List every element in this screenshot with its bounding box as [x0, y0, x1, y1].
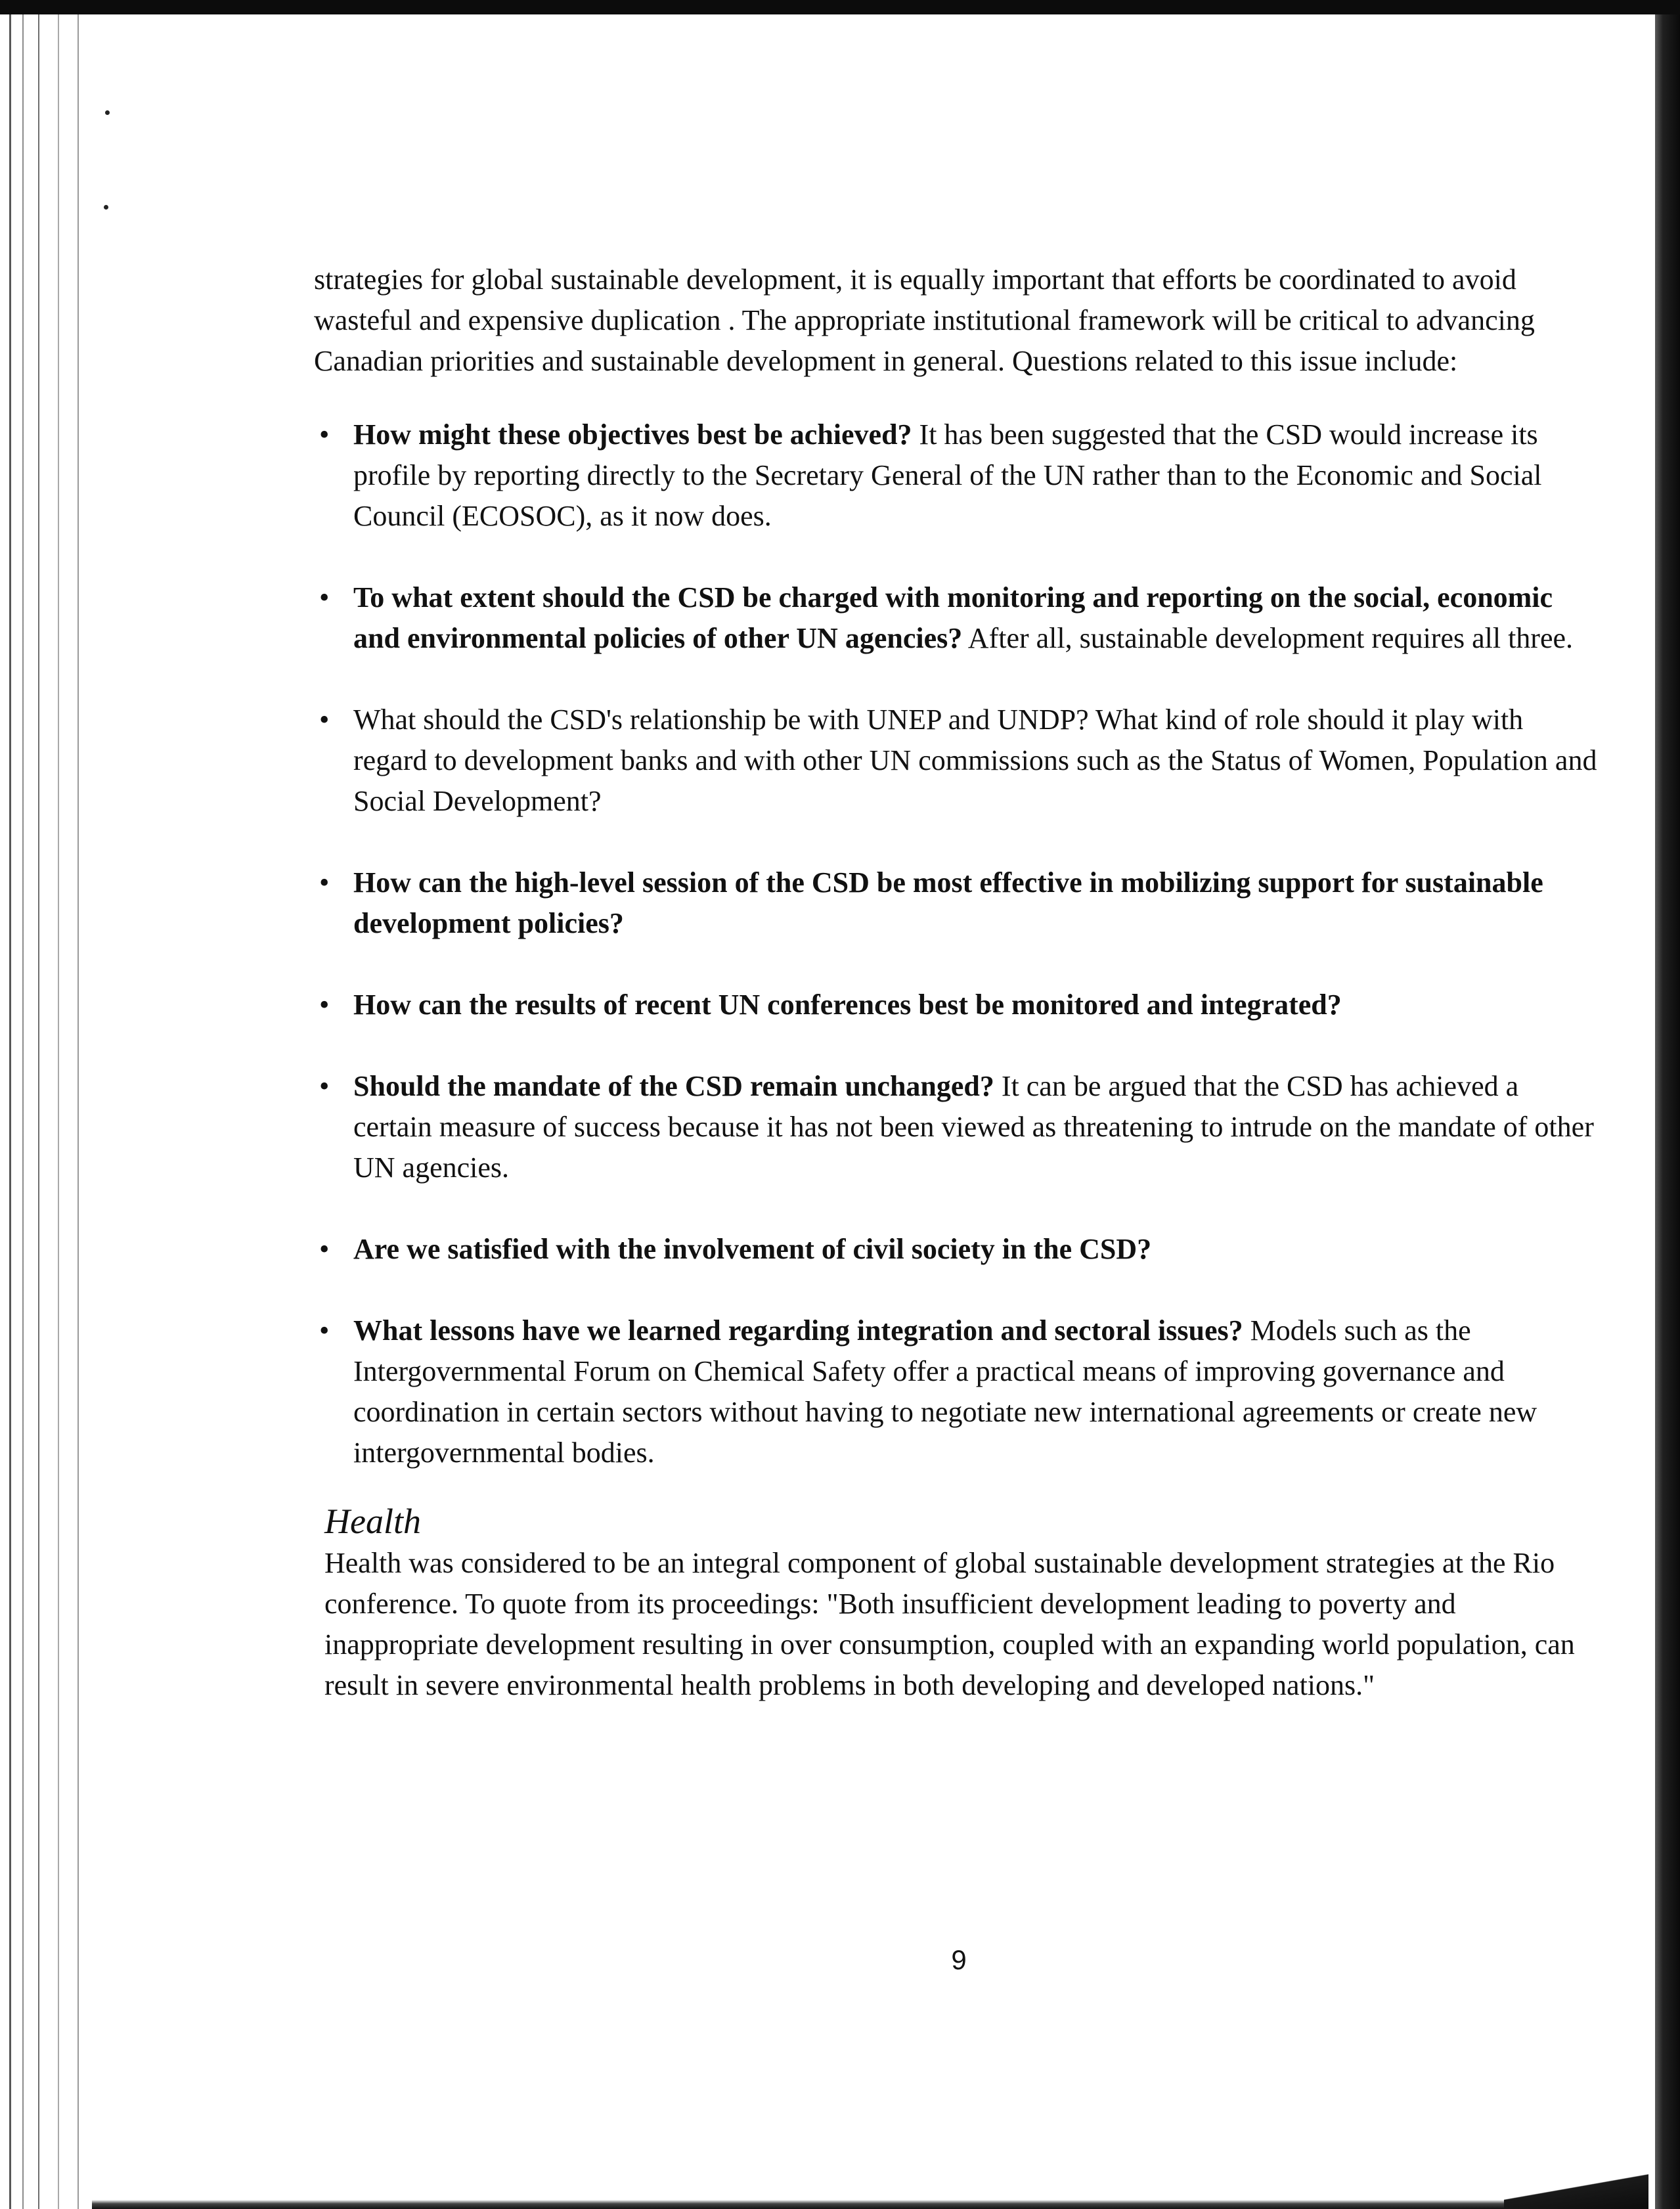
- bullet-icon: •: [319, 1070, 330, 1102]
- question-body: It can be argued that the CSD has achieved a certain measure of success because it has not been viewed as threatening to intrude on the mandate of other UN agencies.: [353, 1070, 1594, 1184]
- question-text: What lessons have we learned regarding integration and sectoral issues?: [353, 1314, 1243, 1347]
- page-content: [314, 259, 1601, 1706]
- page-number: 9: [951, 1944, 967, 1975]
- bullet-icon: •: [319, 418, 330, 451]
- question-text: Are we satisfied with the involvement of civil society in the CSD?: [353, 1233, 1152, 1265]
- list-item: [314, 862, 1601, 944]
- question-text: How can the results of recent UN conferences best be monitored and integrated?: [353, 989, 1342, 1021]
- scan-binding-edge: [0, 14, 92, 2209]
- scan-speck: [105, 110, 110, 115]
- question-list: [314, 414, 1601, 1473]
- health-paragraph: Health was considered to be an integral component of global sustainable development strategies at the Rio conference. To quote from its proceedings: "Both insufficient development leading to poverty and inappropriate development resulting in over consumption, coupled with an expanding world population, can result in severe environmental health problems in both developing and developed nations.": [324, 1547, 1575, 1701]
- bullet-icon: •: [319, 1233, 330, 1265]
- bullet-icon: •: [319, 703, 330, 736]
- list-item: [314, 700, 1601, 822]
- bullet-icon: •: [319, 1314, 330, 1347]
- scan-right-border: [1648, 14, 1680, 2209]
- question-text: Should the mandate of the CSD remain unchanged?: [353, 1070, 994, 1102]
- list-item: [314, 1066, 1601, 1188]
- scan-top-border: [0, 0, 1680, 14]
- section-heading-health: Health: [324, 1502, 421, 1541]
- list-item: [314, 414, 1601, 537]
- question-text: How can the high-level session of the CSD be most effective in mobilizing support for sustainable development policies?: [353, 866, 1543, 939]
- bullet-icon: •: [319, 866, 330, 899]
- list-item: [314, 577, 1601, 659]
- question-body: After all, sustainable development requires all three.: [962, 622, 1574, 654]
- question-body: Models such as the Intergovernmental Forum on Chemical Safety offer a practical means of improving governance and coordination in certain sectors without having to negotiate new international agreements or create new intergovernmental bodies.: [353, 1314, 1537, 1469]
- scan-page-curl: [1504, 2156, 1648, 2209]
- scan-speck: [104, 205, 108, 210]
- question-text: To what extent should the CSD be charged with monitoring and reporting on the social, economic and environmental policies of other UN agencies?: [353, 581, 1553, 654]
- bullet-icon: •: [319, 989, 330, 1021]
- intro-paragraph: strategies for global sustainable development, it is equally important that efforts be coordinated to avoid wasteful and expensive duplication . The appropriate institutional framework will be critical to advancing Canadian priorities and sustainable development in general. Questions related to this issue include:: [314, 263, 1535, 377]
- bullet-icon: •: [319, 581, 330, 614]
- list-item: [314, 985, 1601, 1025]
- question-body: It has been suggested that the CSD would increase its profile by reporting directly to the Secretary General of the UN rather than to the Economic and Social Council (ECOSOC), as it now does.: [353, 418, 1542, 532]
- list-item: [314, 1310, 1601, 1473]
- question-body: What should the CSD's relationship be with UNEP and UNDP? What kind of role should it play with regard to development banks and with other UN commissions such as the Status of Women, Population and Social Development?: [353, 703, 1597, 817]
- question-text: How might these objectives best be achieved?: [353, 418, 912, 451]
- list-item: [314, 1229, 1601, 1270]
- scan-bottom-border: [92, 2200, 1648, 2209]
